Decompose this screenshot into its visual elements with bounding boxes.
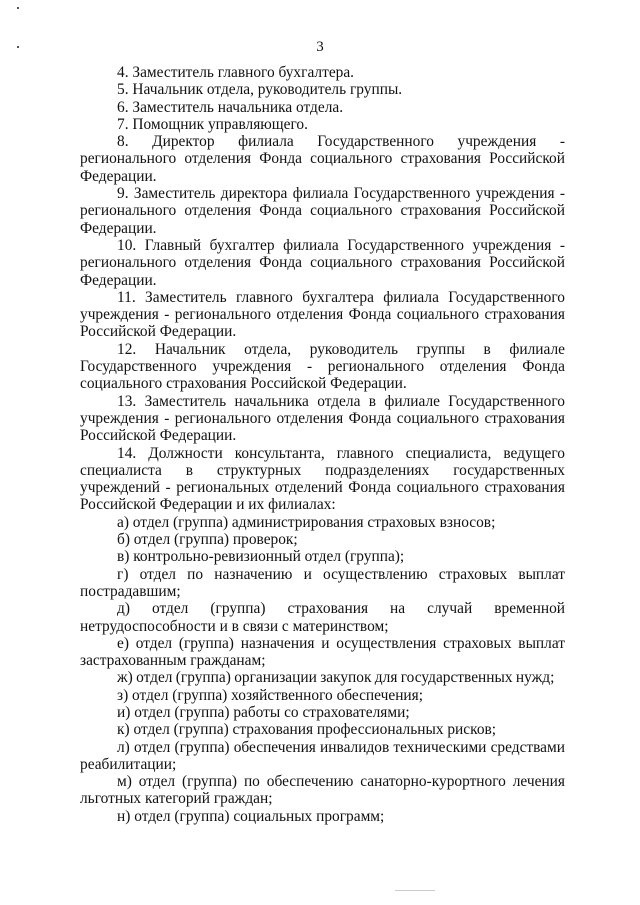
subitem-n: н) отдел (группа) социальных программ; xyxy=(117,807,385,825)
list-item-10: 10. Главный бухгалтер филиала Государственного учреждения - регионального отделения Фонда социального страхования Российской Федерации. xyxy=(80,236,565,289)
subitem-d: д) отдел (группа) страхования на случай временной нетрудоспособности и в связи с материнством; xyxy=(80,600,565,635)
subitem-zh: ж) отдел (группа) организации закупок для государственных нужд; xyxy=(117,669,555,687)
scan-speck xyxy=(395,890,435,891)
list-item-9: 9. Заместитель директора филиала Государственного учреждения - регионального отделения Фонда социального страхования Российской Федерации. xyxy=(80,185,565,237)
list-item-6: 6. Заместитель начальника отдела. xyxy=(117,98,344,116)
subitem-v: в) контрольно-ревизионный отдел (группа); xyxy=(117,548,405,566)
subitem-k: к) отдел (группа) страхования профессиональных рисков; xyxy=(117,721,497,739)
subitem-b: б) отдел (группа) проверок; xyxy=(117,531,298,549)
subitem-i: и) отдел (группа) работы со страхователями; xyxy=(117,703,410,721)
subitem-z: з) отдел (группа) хозяйственного обеспечения; xyxy=(117,686,424,704)
list-item-13: 13. Заместитель начальника отдела в филиале Государственного учреждения - регионального отделения Фонда социального страхования Российской Федерации. xyxy=(80,392,565,445)
list-item-7: 7. Помощник управляющего. xyxy=(117,115,308,133)
subitem-g: г) отдел по назначению и осуществлению страховых выплат пострадавшим; xyxy=(80,565,565,600)
subitem-l: л) отдел (группа) обеспечения инвалидов техническими средствами реабилитации; xyxy=(80,738,565,773)
list-item-12: 12. Начальник отдела, руководитель группы в филиале Государственного учреждения - регионального отделения Фонда социального страхования Российской Федерации. xyxy=(80,340,565,393)
page-number: 3 xyxy=(316,39,324,55)
subitem-e: е) отдел (группа) назначения и осуществления страховых выплат застрахованным гражданам; xyxy=(80,634,565,670)
subitem-a: а) отдел (группа) администрирования страховых взносов; xyxy=(117,513,496,531)
list-item-8: 8. Директор филиала Государственного учреждения - регионального отделения Фонда социального страхования Российской Федерации. xyxy=(80,133,565,185)
list-item-14: 14. Должности консультанта, главного специалиста, ведущего специалиста в структурных подразделениях государственных учреждений - региональных отделений Фонда социального страхования Российской Федерации и их филиалах: xyxy=(80,444,565,514)
scan-speck xyxy=(17,7,19,9)
subitem-m: м) отдел (группа) по обеспечению санаторно-курортного лечения льготных категорий граждан; xyxy=(80,773,565,808)
list-item-11: 11. Заместитель главного бухгалтера филиала Государственного учреждения - регионального отделения Фонда социального страхования Российской Федерации. xyxy=(80,288,565,341)
list-item-4: 4. Заместитель главного бухгалтера. xyxy=(117,64,355,81)
document-body xyxy=(80,64,565,825)
list-item-5: 5. Начальник отдела, руководитель группы. xyxy=(117,81,403,99)
